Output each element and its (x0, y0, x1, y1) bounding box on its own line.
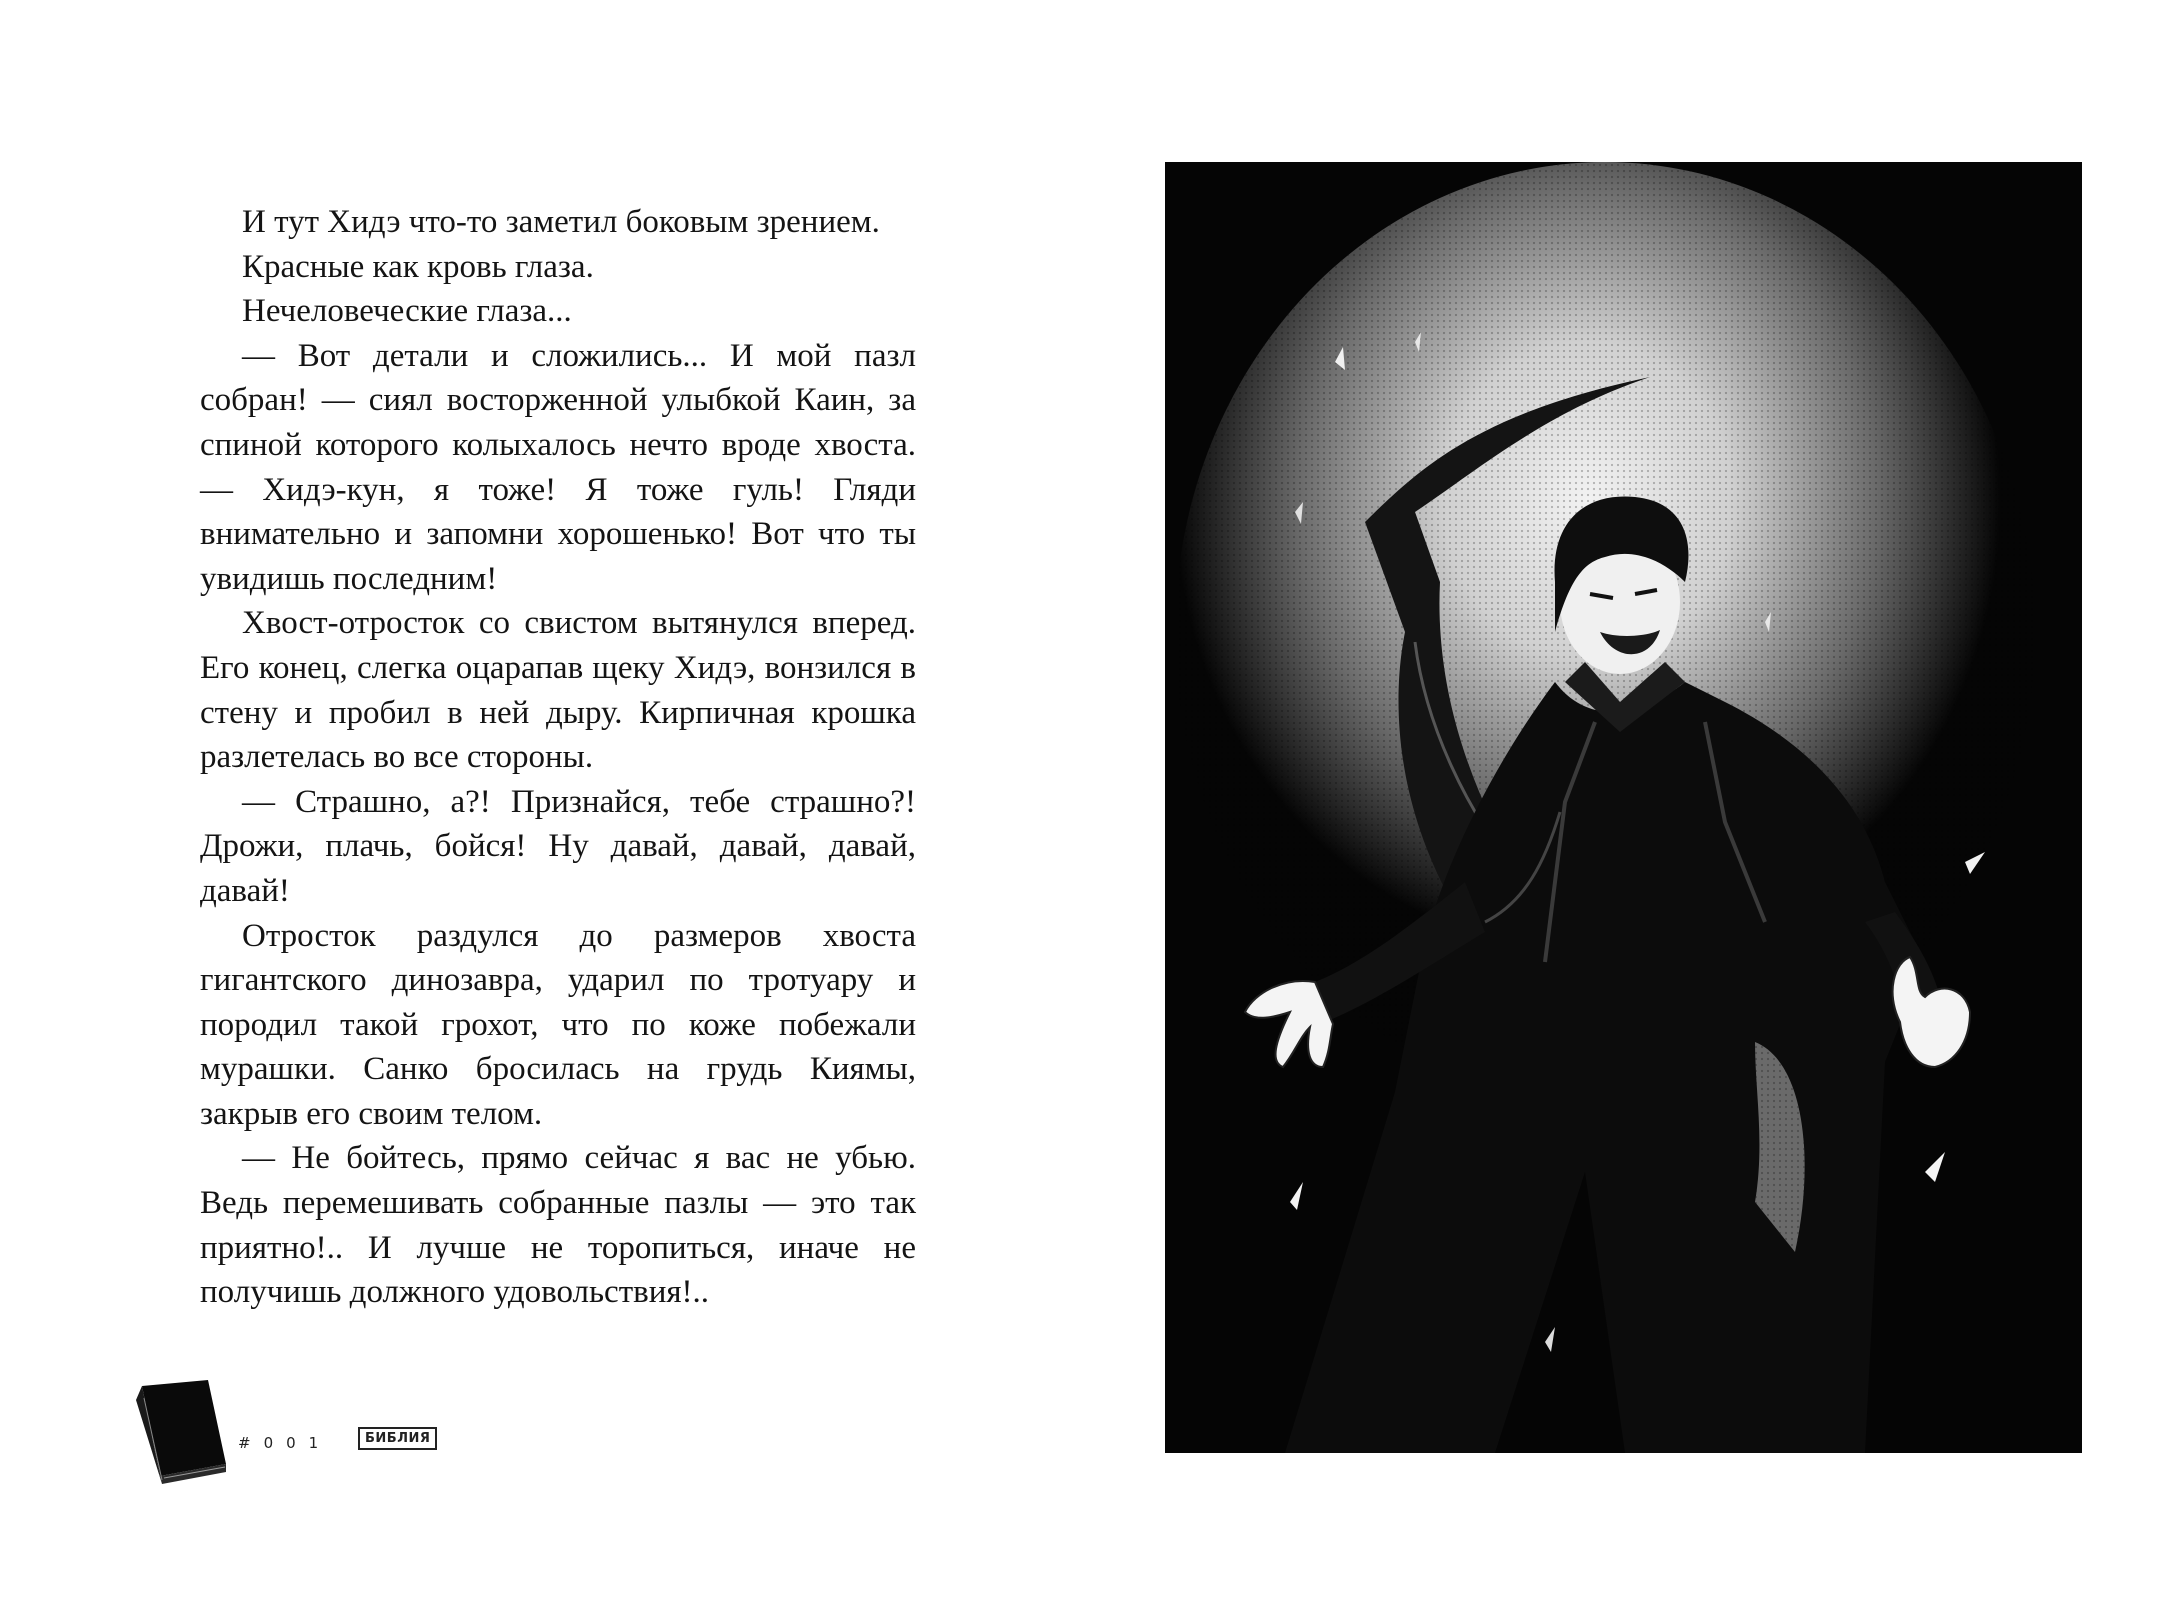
illustration-art (1165, 162, 2082, 1453)
paragraph: Нечеловеческие глаза... (242, 293, 572, 330)
book-icon (130, 1376, 230, 1484)
left-page (0, 0, 1078, 1600)
page-footer (130, 1376, 470, 1496)
folio-number: #001 (238, 1434, 332, 1452)
paragraph: — Страшно, а?! Признайся, тебе страшно?! Дрожи, плачь, бойся! Ну давай, давай, давай, давай! (200, 783, 916, 909)
folio-label: БИБЛИЯ (358, 1427, 437, 1450)
paragraph: И тут Хидэ что-то заметил боковым зрением. (242, 204, 880, 240)
paragraph: — Вот детали и сложились... И мой пазл собран! — сиял восторженной улыбкой Каин, за спиной которого колыхалось нечто вроде хвоста. — Хидэ-кун, я тоже! Я тоже гуль! Гляди внимательно и запомни хорошенько! Вот что ты увидишь последним! (200, 337, 916, 597)
body-text (200, 200, 916, 1315)
paragraph: Отросток раздулся до размеров хвоста гигантского динозавра, ударил по тротуару и породил такой грохот, что по коже побежали мурашки. Санко бросилась на грудь Киямы, закрыв его своим телом. (200, 917, 916, 1132)
paragraph: Красные как кровь глаза. (242, 248, 594, 285)
manga-illustration (1165, 162, 2082, 1453)
paragraph: — Не бойтесь, прямо сейчас я вас не убью. Ведь перемешивать собранные пазлы — это так приятно!.. И лучше не торопиться, иначе не получишь должного удовольствия!.. (200, 1140, 916, 1311)
paragraph: Хвост-отросток со свистом вытянулся вперед. Его конец, слегка оцарапав щеку Хидэ, вонзился в стену и пробил в ней дыру. Кирпичная крошка разлетелась во все стороны. (200, 605, 916, 776)
